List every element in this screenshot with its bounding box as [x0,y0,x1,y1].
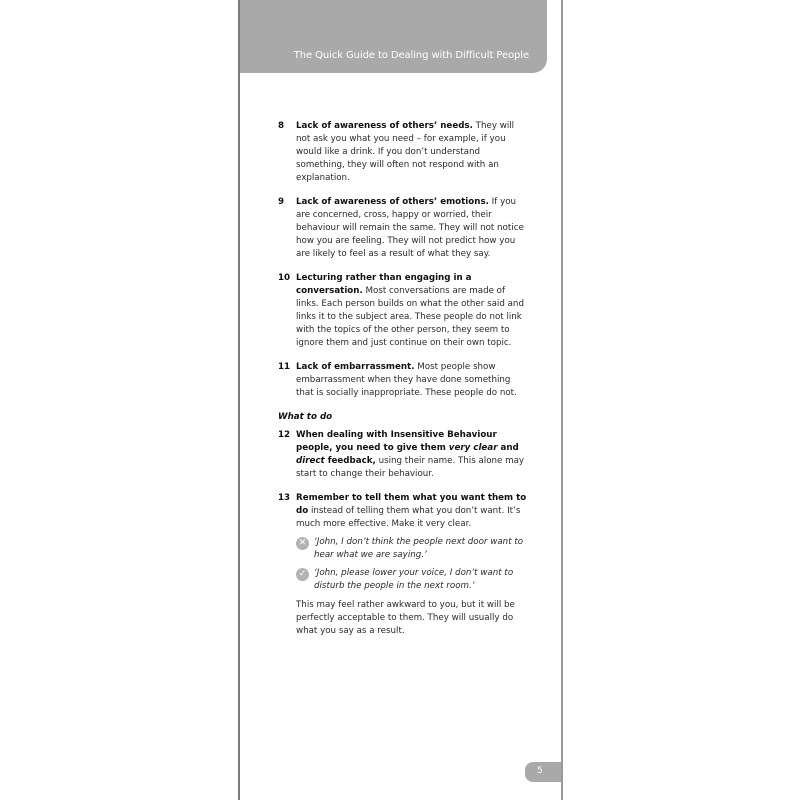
cross-icon: ✕ [296,537,309,550]
item-heading: Remember to tell them what you want them to do [296,493,527,516]
list-item-8 [278,120,528,185]
item-heading-part: When dealing with Insensitive Behaviour people, you need to give them [296,430,497,453]
good-example [296,567,528,593]
example-text: ‘John, please lower your voice, I don’t want to disturb the people in the next room.’ [314,568,514,591]
item-number: 12 [278,430,291,440]
page-number-tab [525,762,561,782]
item-heading: Lack of awareness of others’ emotions. [296,197,489,207]
item-text: They will not ask you what you need – for example, if you would like a drink. If you don’t understand something, they will often not respond with an explanation. [296,121,515,183]
page-header [240,0,547,73]
item-heading-part: feedback, [324,456,376,466]
tick-icon: ✓ [296,568,309,581]
item-emphasis: direct [296,456,325,466]
item-text: instead of telling them what you don’t want. It’s much more effective. Make it very clear. [296,506,521,529]
item-heading: Lack of embarrassment. [296,362,415,372]
list-item-9 [278,196,528,261]
item-heading: Lecturing rather than engaging in a conversation. [296,273,472,296]
item-emphasis: very clear [448,443,498,453]
item-number: 9 [278,197,285,207]
example-text: ‘John, I don’t think the people next door want to hear what we are saying.’ [314,537,524,560]
book-page [238,0,563,800]
closing-paragraph: This may feel rather awkward to you, but it will be perfectly acceptable to them. They will usually do what you say as a result. [296,600,515,636]
list-item-12 [278,429,528,481]
item-number: 11 [278,362,291,372]
item-text: using their name. This alone may start to change their behaviour. [296,456,525,479]
item-heading-part: and [497,443,519,453]
item-number: 10 [278,273,291,283]
list-item-11 [278,361,528,400]
item-text: Most people show embarrassment when they have done something that is socially inappropriate. These people do not. [296,362,517,398]
list-item-10 [278,272,528,350]
item-text: If you are concerned, cross, happy or worried, their behaviour will remain the same. They will not notice how you are feeling. They will not predict how you are likely to feel as a result of what they say. [296,197,524,259]
item-heading: Lack of awareness of others’ needs. [296,121,473,131]
list-item-13 [278,492,528,638]
book-title: The Quick Guide to Dealing with Difficult People [293,50,529,61]
bad-example [296,536,528,562]
page-content [278,120,528,649]
item-number: 8 [278,121,285,131]
section-heading: What to do [278,412,333,422]
item-text: Most conversations are made of links. Each person builds on what the other said and links it to the subject area. These people do not link with the topics of the other person, they seem to ignore them and just continue on their own topic. [296,286,524,348]
item-number: 13 [278,493,291,503]
page-number: 5 [537,766,543,776]
